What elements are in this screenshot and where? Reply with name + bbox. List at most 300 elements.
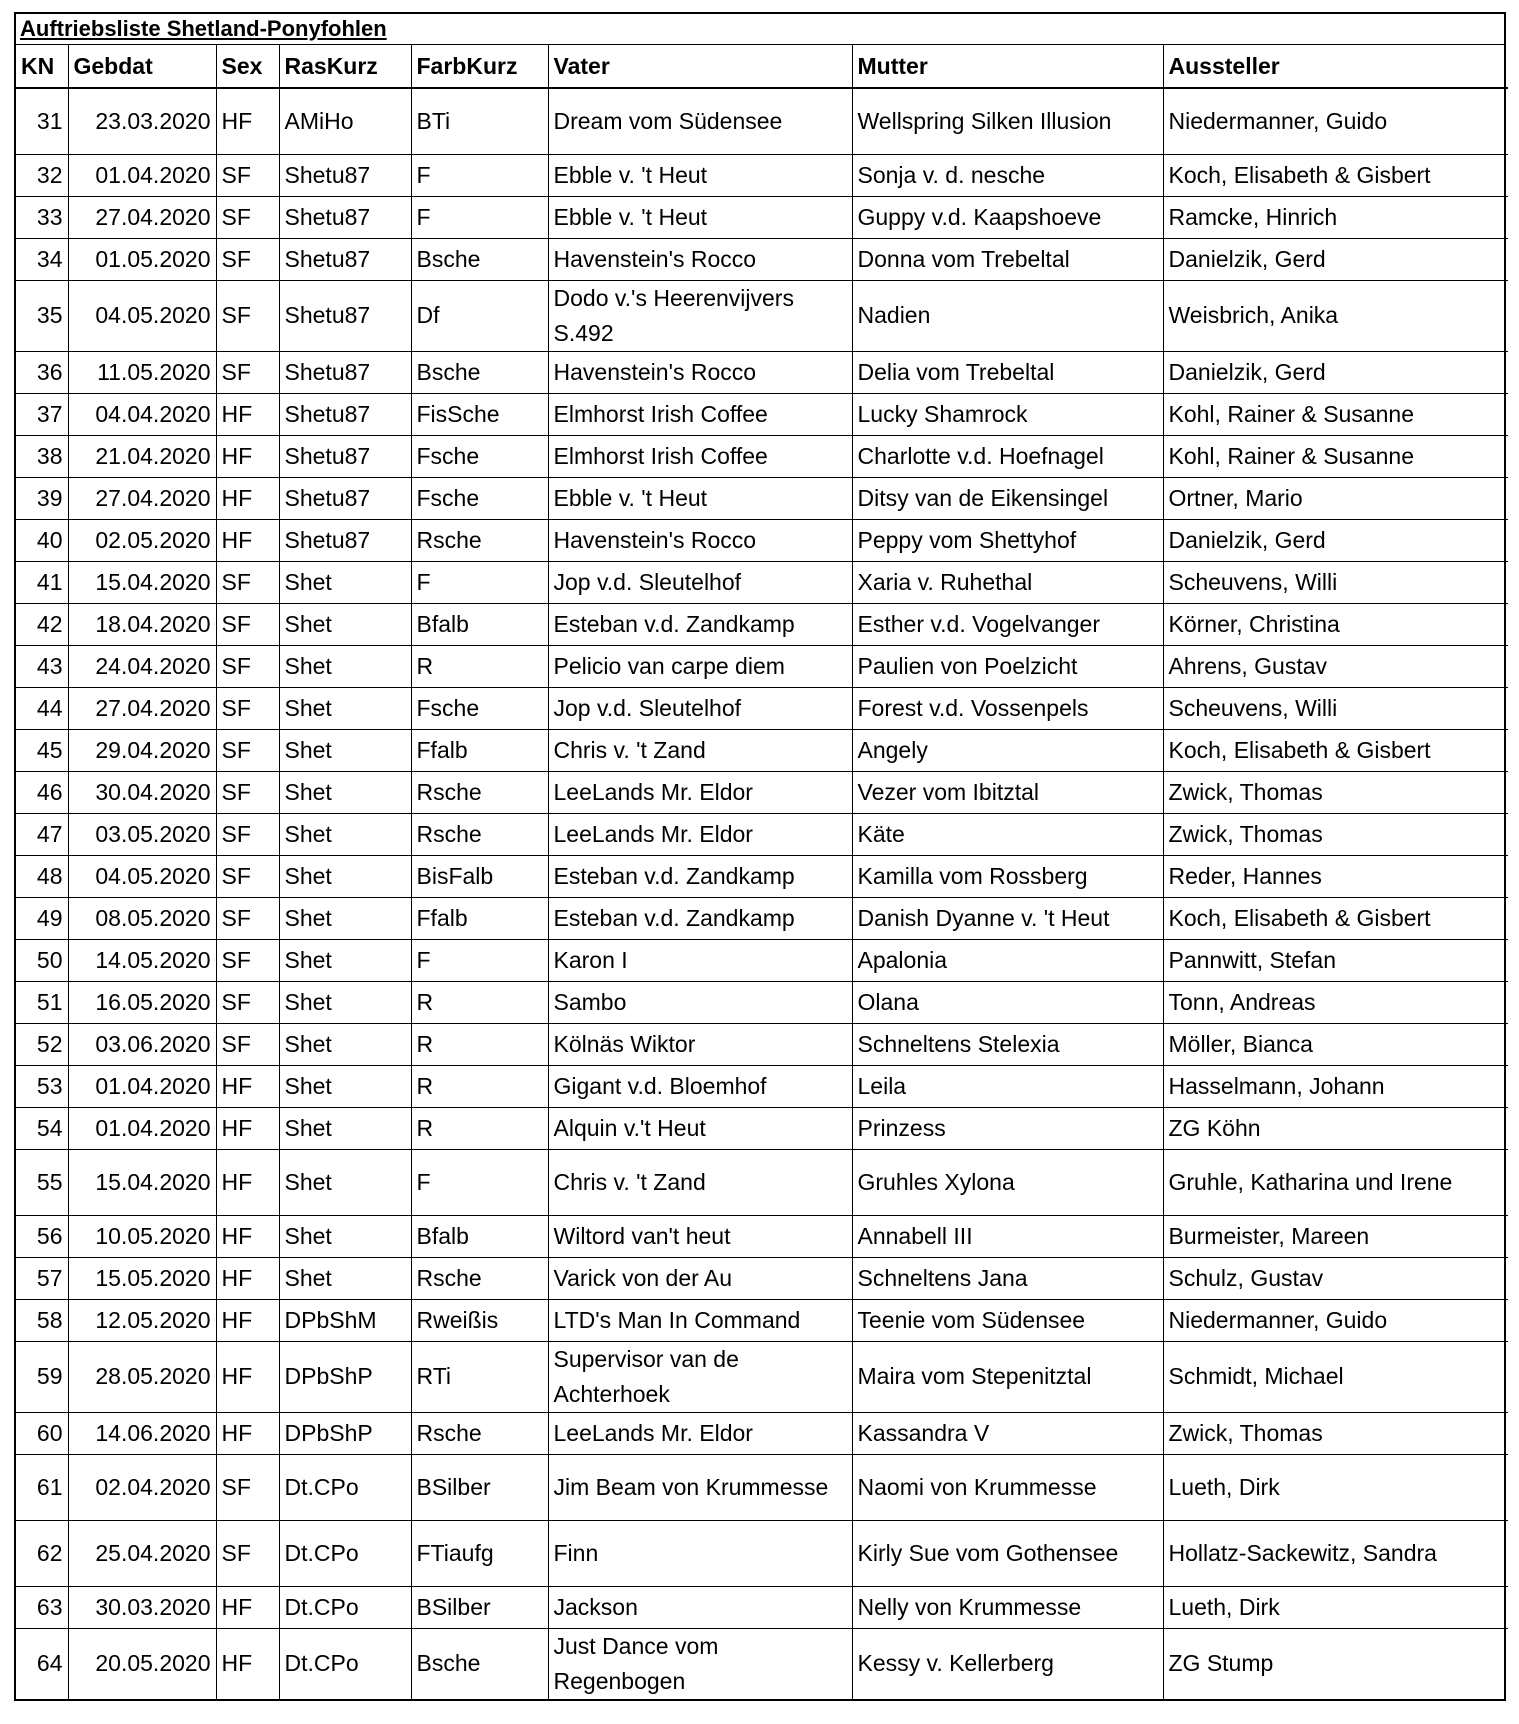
cell-farbkurz: R (411, 645, 548, 687)
cell-gebdat: 15.04.2020 (68, 1149, 216, 1215)
cell-raskurz: Shet (279, 1065, 411, 1107)
cell-raskurz: Shetu87 (279, 435, 411, 477)
cell-sex: HF (216, 519, 279, 561)
cell-raskurz: Shet (279, 855, 411, 897)
table-row (16, 1412, 1508, 1454)
cell-kn: 39 (16, 477, 68, 519)
table-body (16, 88, 1508, 1699)
cell-kn: 58 (16, 1299, 68, 1341)
cell-aussteller: Scheuvens, Willi (1163, 687, 1508, 729)
table-row (16, 1628, 1508, 1699)
cell-farbkurz: FTiaufg (411, 1520, 548, 1586)
cell-aussteller: Zwick, Thomas (1163, 1412, 1508, 1454)
table-row (16, 1299, 1508, 1341)
cell-farbkurz: F (411, 561, 548, 603)
table-row (16, 561, 1508, 603)
cell-gebdat: 11.05.2020 (68, 351, 216, 393)
cell-raskurz: Shet (279, 603, 411, 645)
cell-aussteller: Kohl, Rainer & Susanne (1163, 393, 1508, 435)
cell-vater: Elmhorst Irish Coffee (548, 393, 852, 435)
cell-mutter: Ditsy van de Eikensingel (852, 477, 1163, 519)
cell-kn: 38 (16, 435, 68, 477)
cell-vater: Kölnäs Wiktor (548, 1023, 852, 1065)
header-gebdat: Gebdat (68, 45, 216, 88)
cell-mutter: Delia vom Trebeltal (852, 351, 1163, 393)
header-mutter: Mutter (852, 45, 1163, 88)
cell-gebdat: 02.04.2020 (68, 1454, 216, 1520)
table-row (16, 981, 1508, 1023)
cell-raskurz: Shet (279, 813, 411, 855)
cell-mutter: Annabell III (852, 1215, 1163, 1257)
cell-aussteller: Weisbrich, Anika (1163, 280, 1508, 351)
cell-aussteller: Lueth, Dirk (1163, 1586, 1508, 1628)
table-row (16, 687, 1508, 729)
table-row (16, 1520, 1508, 1586)
cell-sex: SF (216, 687, 279, 729)
cell-mutter: Kamilla vom Rossberg (852, 855, 1163, 897)
cell-raskurz: Shetu87 (279, 154, 411, 196)
cell-gebdat: 16.05.2020 (68, 981, 216, 1023)
cell-sex: SF (216, 603, 279, 645)
table-row (16, 477, 1508, 519)
cell-gebdat: 14.06.2020 (68, 1412, 216, 1454)
cell-vater: Esteban v.d. Zandkamp (548, 855, 852, 897)
cell-aussteller: Koch, Elisabeth & Gisbert (1163, 729, 1508, 771)
cell-vater: Elmhorst Irish Coffee (548, 435, 852, 477)
cell-sex: HF (216, 1107, 279, 1149)
cell-mutter: Angely (852, 729, 1163, 771)
cell-sex: SF (216, 645, 279, 687)
cell-mutter: Kirly Sue vom Gothensee (852, 1520, 1163, 1586)
cell-kn: 43 (16, 645, 68, 687)
cell-aussteller: Hollatz-Sackewitz, Sandra (1163, 1520, 1508, 1586)
cell-kn: 33 (16, 196, 68, 238)
cell-kn: 59 (16, 1341, 68, 1412)
cell-kn: 63 (16, 1586, 68, 1628)
cell-sex: SF (216, 771, 279, 813)
cell-farbkurz: FisSche (411, 393, 548, 435)
cell-gebdat: 08.05.2020 (68, 897, 216, 939)
cell-farbkurz: Rweißis (411, 1299, 548, 1341)
cell-vater: Ebble v. 't Heut (548, 196, 852, 238)
cell-kn: 47 (16, 813, 68, 855)
table-row (16, 603, 1508, 645)
cell-aussteller: Zwick, Thomas (1163, 771, 1508, 813)
header-farbkurz: FarbKurz (411, 45, 548, 88)
cell-gebdat: 30.04.2020 (68, 771, 216, 813)
table-row (16, 855, 1508, 897)
cell-vater: Karon I (548, 939, 852, 981)
cell-sex: SF (216, 280, 279, 351)
cell-sex: SF (216, 855, 279, 897)
cell-raskurz: Shetu87 (279, 351, 411, 393)
cell-gebdat: 25.04.2020 (68, 1520, 216, 1586)
cell-raskurz: Shet (279, 897, 411, 939)
cell-vater: Ebble v. 't Heut (548, 154, 852, 196)
cell-vater: Chris v. 't Zand (548, 1149, 852, 1215)
cell-aussteller: Reder, Hannes (1163, 855, 1508, 897)
cell-kn: 56 (16, 1215, 68, 1257)
cell-kn: 46 (16, 771, 68, 813)
cell-raskurz: Dt.CPo (279, 1586, 411, 1628)
cell-aussteller: Gruhle, Katharina und Irene (1163, 1149, 1508, 1215)
cell-vater: Wiltord van't heut (548, 1215, 852, 1257)
cell-mutter: Donna vom Trebeltal (852, 238, 1163, 280)
cell-sex: SF (216, 939, 279, 981)
cell-sex: HF (216, 1628, 279, 1699)
cell-aussteller: Schmidt, Michael (1163, 1341, 1508, 1412)
table-row (16, 196, 1508, 238)
cell-farbkurz: Fsche (411, 477, 548, 519)
cell-sex: SF (216, 154, 279, 196)
cell-kn: 62 (16, 1520, 68, 1586)
cell-sex: SF (216, 813, 279, 855)
cell-vater: Dream vom Südensee (548, 88, 852, 154)
cell-aussteller: Ortner, Mario (1163, 477, 1508, 519)
cell-gebdat: 20.05.2020 (68, 1628, 216, 1699)
cell-mutter: Olana (852, 981, 1163, 1023)
cell-raskurz: Shet (279, 939, 411, 981)
cell-aussteller: Kohl, Rainer & Susanne (1163, 435, 1508, 477)
cell-kn: 41 (16, 561, 68, 603)
table-row (16, 1586, 1508, 1628)
cell-kn: 51 (16, 981, 68, 1023)
cell-kn: 50 (16, 939, 68, 981)
cell-kn: 35 (16, 280, 68, 351)
cell-aussteller: ZG Stump (1168, 1650, 1274, 1676)
cell-vater: Dodo v.'s Heerenvijvers S.492 (548, 280, 852, 351)
cell-farbkurz: F (411, 154, 548, 196)
cell-raskurz: Shet (279, 981, 411, 1023)
cell-mutter: Peppy vom Shettyhof (852, 519, 1163, 561)
cell-farbkurz: Fsche (411, 435, 548, 477)
cell-aussteller: Hasselmann, Johann (1163, 1065, 1508, 1107)
cell-aussteller: Burmeister, Mareen (1163, 1215, 1508, 1257)
cell-farbkurz: R (411, 1107, 548, 1149)
cell-kn: 45 (16, 729, 68, 771)
cell-raskurz: Shet (279, 1257, 411, 1299)
table-row (16, 435, 1508, 477)
cell-mutter: Esther v.d. Vogelvanger (852, 603, 1163, 645)
cell-kn: 32 (16, 154, 68, 196)
cell-gebdat: 04.05.2020 (68, 280, 216, 351)
cell-mutter: Nelly von Krummesse (852, 1586, 1163, 1628)
cell-mutter: Charlotte v.d. Hoefnagel (852, 435, 1163, 477)
table-row (16, 519, 1508, 561)
cell-mutter: Naomi von Krummesse (852, 1454, 1163, 1520)
cell-mutter: Kessy v. Kellerberg (852, 1628, 1163, 1699)
cell-vater: Pelicio van carpe diem (548, 645, 852, 687)
table-row (16, 1257, 1508, 1299)
cell-mutter: Prinzess (852, 1107, 1163, 1149)
cell-vater: LeeLands Mr. Eldor (548, 771, 852, 813)
cell-mutter: Guppy v.d. Kaapshoeve (852, 196, 1163, 238)
cell-farbkurz: F (411, 1149, 548, 1215)
cell-raskurz: Shet (279, 729, 411, 771)
cell-gebdat: 27.04.2020 (68, 687, 216, 729)
table-row (16, 1341, 1508, 1412)
cell-aussteller: Koch, Elisabeth & Gisbert (1163, 897, 1508, 939)
cell-kn: 52 (16, 1023, 68, 1065)
cell-farbkurz: BSilber (411, 1586, 548, 1628)
cell-vater: Havenstein's Rocco (548, 238, 852, 280)
cell-raskurz: Shet (279, 687, 411, 729)
cell-kn: 64 (16, 1628, 68, 1699)
header-sex: Sex (216, 45, 279, 88)
cell-vater: Varick von der Au (548, 1257, 852, 1299)
cell-sex: SF (216, 897, 279, 939)
cell-aussteller: Ahrens, Gustav (1163, 645, 1508, 687)
cell-aussteller: Danielzik, Gerd (1163, 238, 1508, 280)
cell-aussteller: Lueth, Dirk (1163, 1454, 1508, 1520)
cell-kn: 48 (16, 855, 68, 897)
cell-kn: 61 (16, 1454, 68, 1520)
header-aussteller: Aussteller (1163, 45, 1508, 88)
cell-kn: 31 (16, 88, 68, 154)
cell-aussteller: Niedermanner, Guido (1163, 88, 1508, 154)
cell-vater: Esteban v.d. Zandkamp (548, 897, 852, 939)
table-row (16, 393, 1508, 435)
cell-raskurz: Shetu87 (279, 393, 411, 435)
cell-sex: HF (216, 1215, 279, 1257)
cell-vater: LeeLands Mr. Eldor (548, 1412, 852, 1454)
cell-sex: SF (216, 238, 279, 280)
table-row (16, 88, 1508, 154)
cell-farbkurz: Ffalb (411, 729, 548, 771)
cell-kn: 60 (16, 1412, 68, 1454)
cell-sex: HF (216, 88, 279, 154)
cell-kn: 57 (16, 1257, 68, 1299)
cell-sex: SF (216, 729, 279, 771)
cell-gebdat: 10.05.2020 (68, 1215, 216, 1257)
header-raskurz: RasKurz (279, 45, 411, 88)
header-row (16, 45, 1508, 88)
cell-vater: Chris v. 't Zand (548, 729, 852, 771)
cell-gebdat: 27.04.2020 (68, 477, 216, 519)
cell-farbkurz: F (411, 196, 548, 238)
table-row (16, 645, 1508, 687)
cell-kn: 40 (16, 519, 68, 561)
cell-raskurz: Shet (279, 645, 411, 687)
cell-gebdat: 14.05.2020 (68, 939, 216, 981)
cell-gebdat: 02.05.2020 (68, 519, 216, 561)
cell-aussteller: Möller, Bianca (1163, 1023, 1508, 1065)
cell-aussteller: Tonn, Andreas (1163, 981, 1508, 1023)
cell-sex: SF (216, 1520, 279, 1586)
cell-sex: SF (216, 1023, 279, 1065)
table-row (16, 813, 1508, 855)
cell-vater: Havenstein's Rocco (548, 519, 852, 561)
cell-gebdat: 29.04.2020 (68, 729, 216, 771)
cell-mutter: Leila (852, 1065, 1163, 1107)
cell-raskurz: DPbShP (279, 1341, 411, 1412)
cell-raskurz: Shetu87 (279, 519, 411, 561)
cell-aussteller: Ramcke, Hinrich (1163, 196, 1508, 238)
cell-aussteller: Danielzik, Gerd (1163, 519, 1508, 561)
cell-sex: HF (216, 1149, 279, 1215)
table-row (16, 154, 1508, 196)
cell-raskurz: Shetu87 (279, 280, 411, 351)
cell-sex: SF (216, 981, 279, 1023)
cell-vater: Alquin v.'t Heut (548, 1107, 852, 1149)
cell-raskurz: Shetu87 (279, 477, 411, 519)
cell-mutter: Wellspring Silken Illusion (852, 88, 1163, 154)
document-sheet (14, 12, 1506, 1701)
cell-farbkurz: BSilber (411, 1454, 548, 1520)
cell-farbkurz: Bsche (411, 1628, 548, 1699)
cell-aussteller: ZG Köhn (1163, 1107, 1508, 1149)
cell-mutter: Vezer vom Ibitztal (852, 771, 1163, 813)
cell-farbkurz: BTi (411, 88, 548, 154)
cell-raskurz: Shetu87 (279, 196, 411, 238)
cell-vater: Jop v.d. Sleutelhof (548, 561, 852, 603)
cell-raskurz: Shetu87 (279, 238, 411, 280)
cell-farbkurz: Fsche (411, 687, 548, 729)
cell-raskurz: Shet (279, 771, 411, 813)
cell-gebdat: 30.03.2020 (68, 1586, 216, 1628)
cell-gebdat: 03.06.2020 (68, 1023, 216, 1065)
cell-farbkurz: Rsche (411, 771, 548, 813)
foal-table (16, 45, 1508, 1699)
table-row (16, 1149, 1508, 1215)
cell-kn: 55 (16, 1149, 68, 1215)
cell-sex: SF (216, 561, 279, 603)
table-row (16, 729, 1508, 771)
cell-sex: HF (216, 435, 279, 477)
cell-raskurz: Shet (279, 561, 411, 603)
cell-aussteller: Danielzik, Gerd (1163, 351, 1508, 393)
cell-mutter: Forest v.d. Vossenpels (852, 687, 1163, 729)
cell-kn: 49 (16, 897, 68, 939)
cell-vater: Just Dance vom Regenbogen (548, 1628, 852, 1699)
header-kn: KN (16, 45, 68, 88)
table-row (16, 1023, 1508, 1065)
cell-raskurz: AMiHo (279, 88, 411, 154)
table-row (16, 771, 1508, 813)
cell-farbkurz: Bsche (411, 238, 548, 280)
table-row (16, 238, 1508, 280)
cell-kn: 34 (16, 238, 68, 280)
cell-mutter: Kassandra V (852, 1412, 1163, 1454)
cell-gebdat: 15.04.2020 (68, 561, 216, 603)
table-row (16, 897, 1508, 939)
cell-mutter: Maira vom Stepenitztal (852, 1341, 1163, 1412)
cell-mutter: Schneltens Jana (852, 1257, 1163, 1299)
cell-kn: 44 (16, 687, 68, 729)
table-row (16, 1454, 1508, 1520)
cell-vater: Esteban v.d. Zandkamp (548, 603, 852, 645)
cell-mutter: Nadien (852, 280, 1163, 351)
cell-mutter: Teenie vom Südensee (852, 1299, 1163, 1341)
cell-farbkurz: Rsche (411, 519, 548, 561)
cell-mutter: Gruhles Xylona (852, 1149, 1163, 1215)
cell-gebdat: 28.05.2020 (68, 1341, 216, 1412)
cell-vater: Sambo (548, 981, 852, 1023)
cell-sex: HF (216, 1299, 279, 1341)
cell-mutter: Käte (852, 813, 1163, 855)
cell-raskurz: Shet (279, 1023, 411, 1065)
cell-vater: Havenstein's Rocco (548, 351, 852, 393)
cell-vater: Gigant v.d. Bloemhof (548, 1065, 852, 1107)
cell-gebdat: 01.04.2020 (68, 154, 216, 196)
cell-aussteller: Zwick, Thomas (1163, 813, 1508, 855)
cell-farbkurz: Ffalb (411, 897, 548, 939)
cell-sex: HF (216, 1586, 279, 1628)
cell-gebdat: 27.04.2020 (68, 196, 216, 238)
cell-aussteller: Niedermanner, Guido (1163, 1299, 1508, 1341)
cell-mutter: Xaria v. Ruhethal (852, 561, 1163, 603)
table-row (16, 351, 1508, 393)
cell-farbkurz: Bsche (411, 351, 548, 393)
cell-farbkurz: Df (411, 280, 548, 351)
cell-gebdat: 01.05.2020 (68, 238, 216, 280)
cell-raskurz: DPbShM (279, 1299, 411, 1341)
cell-aussteller: Scheuvens, Willi (1163, 561, 1508, 603)
cell-gebdat: 15.05.2020 (68, 1257, 216, 1299)
cell-kn: 54 (16, 1107, 68, 1149)
cell-sex: SF (216, 1454, 279, 1520)
cell-raskurz: Dt.CPo (279, 1454, 411, 1520)
cell-farbkurz: Rsche (411, 1412, 548, 1454)
cell-aussteller: Koch, Elisabeth & Gisbert (1163, 154, 1508, 196)
cell-vater: Jackson (548, 1586, 852, 1628)
cell-gebdat: 04.05.2020 (68, 855, 216, 897)
cell-raskurz: Shet (279, 1215, 411, 1257)
cell-vater: Ebble v. 't Heut (548, 477, 852, 519)
cell-sex: HF (216, 1412, 279, 1454)
cell-mutter: Paulien von Poelzicht (852, 645, 1163, 687)
cell-kn: 37 (16, 393, 68, 435)
cell-aussteller: Pannwitt, Stefan (1163, 939, 1508, 981)
cell-aussteller: Körner, Christina (1163, 603, 1508, 645)
cell-mutter: Sonja v. d. nesche (852, 154, 1163, 196)
cell-gebdat: 12.05.2020 (68, 1299, 216, 1341)
cell-raskurz: Shet (279, 1149, 411, 1215)
cell-farbkurz: R (411, 1023, 548, 1065)
cell-gebdat: 21.04.2020 (68, 435, 216, 477)
cell-vater: Jop v.d. Sleutelhof (548, 687, 852, 729)
cell-vater: LTD's Man In Command (548, 1299, 852, 1341)
cell-farbkurz: RTi (411, 1341, 548, 1412)
cell-gebdat: 23.03.2020 (68, 88, 216, 154)
cell-sex: HF (216, 1065, 279, 1107)
cell-vater: Finn (548, 1520, 852, 1586)
cell-sex: HF (216, 1341, 279, 1412)
cell-raskurz: Shet (279, 1107, 411, 1149)
cell-farbkurz: Bfalb (411, 1215, 548, 1257)
cell-vater: Supervisor van de Achterhoek (548, 1341, 852, 1412)
cell-kn: 53 (16, 1065, 68, 1107)
cell-mutter: Apalonia (852, 939, 1163, 981)
cell-gebdat: 01.04.2020 (68, 1065, 216, 1107)
cell-gebdat: 24.04.2020 (68, 645, 216, 687)
cell-raskurz: DPbShP (279, 1412, 411, 1454)
cell-sex: SF (216, 196, 279, 238)
table-row (16, 1107, 1508, 1149)
document-title: Auftriebsliste Shetland-Ponyfohlen (16, 14, 1504, 45)
cell-mutter: Lucky Shamrock (852, 393, 1163, 435)
cell-farbkurz: R (411, 1065, 548, 1107)
cell-raskurz: Dt.CPo (279, 1628, 411, 1699)
cell-gebdat: 04.04.2020 (68, 393, 216, 435)
cell-kn: 36 (16, 351, 68, 393)
cell-sex: HF (216, 393, 279, 435)
cell-kn: 42 (16, 603, 68, 645)
cell-vater: Jim Beam von Krummesse (548, 1454, 852, 1520)
cell-farbkurz: Rsche (411, 1257, 548, 1299)
cell-gebdat: 03.05.2020 (68, 813, 216, 855)
cell-mutter: Schneltens Stelexia (852, 1023, 1163, 1065)
